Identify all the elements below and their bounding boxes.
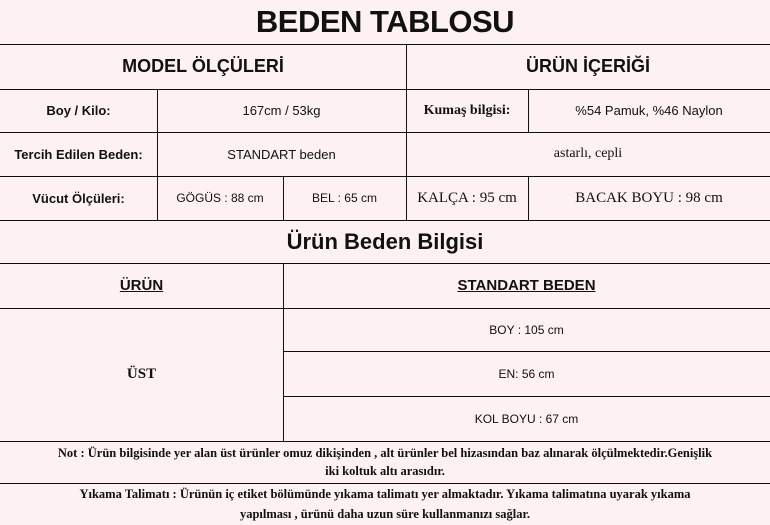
product-content-header: ÜRÜN İÇERİĞİ <box>525 56 650 76</box>
body-measurements-label: Vücut Ölçüleri: <box>32 190 125 206</box>
grid-line <box>528 89 529 132</box>
measurement-note-line1: Not : Ürün bilgisinde yer alan üst ürünler omuz dikişinden , alt ürünler bel hizasından baz alınarak ölçülmektedir.Genişlik <box>57 446 713 460</box>
grid-line <box>283 263 284 441</box>
measure-sleeve: KOL BOYU : 67 cm <box>474 411 579 426</box>
grid-line <box>283 396 770 397</box>
grid-line <box>0 308 770 309</box>
washing-line2: yapılması , ürünü daha uzun süre kullanmanızı sağlar. <box>239 507 531 521</box>
page-title: BEDEN TABLOSU <box>255 4 515 39</box>
grid-line <box>0 220 770 221</box>
standard-size-column-header: STANDART BEDEN <box>457 277 596 294</box>
hip-value: KALÇA : 95 cm <box>417 189 517 206</box>
product-column-header: ÜRÜN <box>119 277 164 294</box>
waist-value: BEL : 65 cm <box>312 191 377 205</box>
leg-length-value: BACAK BOYU : 98 cm <box>575 189 723 206</box>
grid-line <box>283 176 284 220</box>
grid-line <box>0 441 770 442</box>
grid-line <box>0 176 770 177</box>
grid-line <box>528 176 529 220</box>
grid-line <box>0 263 770 264</box>
grid-line <box>0 89 770 90</box>
preferred-size-label: Tercih Edilen Beden: <box>14 146 143 162</box>
height-weight-value: 167cm / 53kg <box>242 103 321 118</box>
fabric-label: Kumaş bilgisi: <box>423 102 511 118</box>
washing-line1: Yıkama Talimatı : Ürünün iç etiket bölümünde yıkama talimatı yer almaktadır. Yıkama talimatına uyarak yıkama <box>79 487 691 501</box>
measurement-note <box>0 441 770 483</box>
grid-line <box>0 132 770 133</box>
measure-length: BOY : 105 cm <box>489 322 564 337</box>
grid-line <box>0 44 770 45</box>
measurement-note-line2: iki koltuk altı arasıdır. <box>325 464 445 478</box>
grid-line <box>157 89 158 220</box>
product-name: ÜST <box>126 366 157 382</box>
fabric-value: %54 Pamuk, %46 Naylon <box>575 103 723 118</box>
grid-line <box>406 44 407 220</box>
preferred-size-value: STANDART beden <box>227 146 336 162</box>
features-value: astarlı, cepli <box>553 146 623 161</box>
model-measurements-header: MODEL ÖLÇÜLERİ <box>122 56 284 76</box>
grid-line <box>0 483 770 484</box>
section-title: Ürün Beden Bilgisi <box>286 228 484 254</box>
grid-line <box>283 351 770 352</box>
washing-instructions <box>0 483 770 525</box>
height-weight-label: Boy / Kilo: <box>46 103 111 118</box>
measure-width: EN: 56 cm <box>498 366 555 381</box>
chest-value: GÖGÜS : 88 cm <box>176 191 264 205</box>
